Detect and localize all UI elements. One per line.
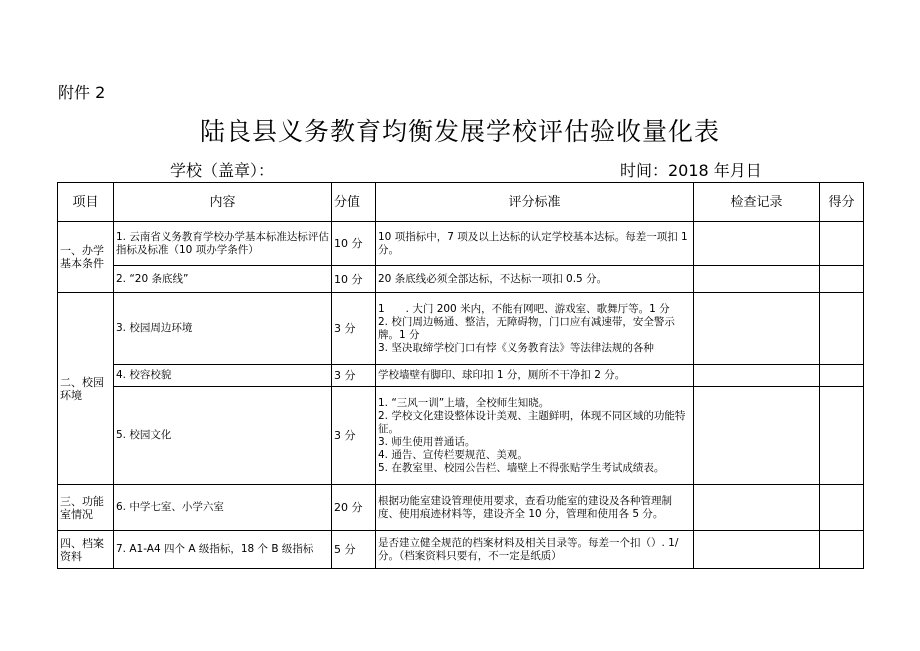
content-cell: 6. 中学七室、小学六室 [114, 485, 332, 531]
content-cell: 4. 校容校貌 [114, 365, 332, 387]
points-cell[interactable] [820, 266, 864, 293]
content-cell: 2. “20 条底线” [114, 266, 332, 293]
standard-cell: 10 项指标中，7 项及以上达标的认定学校基本达标。每差一项扣 1 分。 [376, 222, 694, 266]
score-cell: 20 分 [332, 485, 376, 531]
score-cell: 3 分 [332, 293, 376, 365]
attachment-label: 附件 2 [58, 83, 106, 102]
standard-cell: 20 条底线必须全部达标，不达标一项扣 0.5 分。 [376, 266, 694, 293]
points-cell[interactable] [820, 531, 864, 569]
header-points: 得分 [820, 183, 864, 222]
content-cell: 5. 校园文化 [114, 387, 332, 485]
table-row [58, 531, 864, 569]
standard-cell: 根据功能室建设管理使用要求，查看功能室的建设及各种管理制度、使用痕迹材料等，建设齐全 10 分，管理和使用各 5 分。 [376, 485, 694, 531]
record-cell[interactable] [694, 365, 820, 387]
record-cell[interactable] [694, 531, 820, 569]
table-row [58, 365, 864, 387]
points-cell[interactable] [820, 293, 864, 365]
evaluation-table [57, 182, 864, 569]
record-cell[interactable] [694, 293, 820, 365]
table-row [58, 293, 864, 365]
points-cell[interactable] [820, 222, 864, 266]
score-cell: 10 分 [332, 222, 376, 266]
record-cell[interactable] [694, 266, 820, 293]
header-item: 项目 [58, 183, 114, 222]
header-content: 内容 [114, 183, 332, 222]
table-header-row [58, 183, 864, 222]
header-record: 检查记录 [694, 183, 820, 222]
content-cell: 3. 校园周边环境 [114, 293, 332, 365]
record-cell[interactable] [694, 387, 820, 485]
page-title: 陆良县义务教育均衡发展学校评估验收量化表 [199, 117, 720, 146]
category-cell: 三、功能室情况 [58, 485, 114, 531]
score-cell: 5 分 [332, 531, 376, 569]
table-row [58, 485, 864, 531]
school-stamp-label: 学校（盖章）： [170, 161, 275, 180]
record-cell[interactable] [694, 222, 820, 266]
category-cell: 四、档案资料 [58, 531, 114, 569]
score-cell: 3 分 [332, 365, 376, 387]
standard-cell: 学校墙壁有脚印、球印扣 1 分，厕所不干净扣 2 分。 [376, 365, 694, 387]
content-cell: 7. A1-A4 四个 A 级指标，18 个 B 级指标 [114, 531, 332, 569]
table-row [58, 266, 864, 293]
points-cell[interactable] [820, 365, 864, 387]
record-cell[interactable] [694, 485, 820, 531]
points-cell[interactable] [820, 485, 864, 531]
table-row [58, 387, 864, 485]
points-cell[interactable] [820, 387, 864, 485]
standard-cell: 是否建立健全规范的档案材料及相关目录等。每差一个扣（）. 1/分。（档案资料只要有，不一定是纸质） [376, 531, 694, 569]
score-cell: 3 分 [332, 387, 376, 485]
standard-cell: 1 . 大门 200 米内，不能有网吧、游戏室、歌舞厅等。1 分 2. 校门周边畅通、整洁，无障碍物，门口应有减速带，安全警示牌。1 分 3. 坚决取缔学校门口有悖《义务教育法》等法律法规的各种 [376, 293, 694, 365]
category-cell: 二、校园环境 [58, 293, 114, 485]
content-cell: 1. 云南省义务教育学校办学基本标准达标评估指标及标准（10 项办学条件） [114, 222, 332, 266]
standard-cell: 1. “三风一训”上墙，全校师生知晓。 2. 学校文化建设整体设计美观、主题鲜明，体现不同区域的功能特征。 3. 师生使用普通话。 4. 通告、宣传栏要规范、美观。 5. 在教室里、校园公告栏、墙壁上不得张贴学生考试成绩表。 [376, 387, 694, 485]
header-standard: 评分标准 [376, 183, 694, 222]
score-cell: 10 分 [332, 266, 376, 293]
date-label: 时间：2018 年月日 [620, 161, 762, 180]
category-cell: 一、办学基本条件 [58, 222, 114, 293]
header-score: 分值 [332, 183, 376, 222]
table-row [58, 222, 864, 266]
